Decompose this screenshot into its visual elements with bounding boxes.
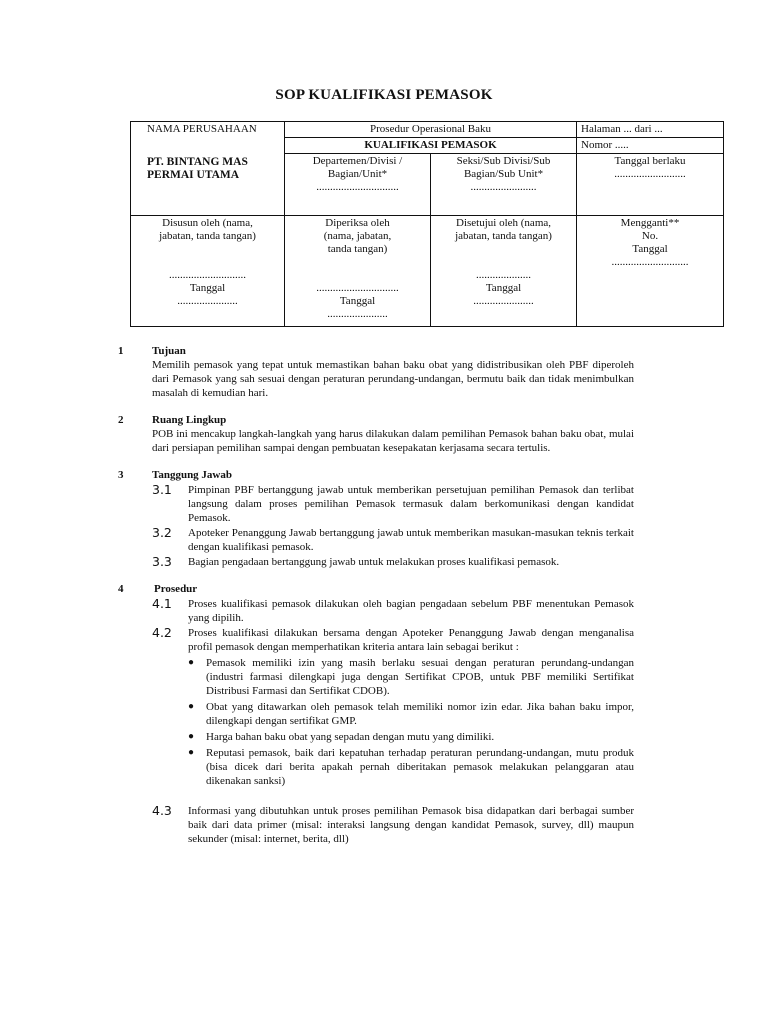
section-prosedur	[118, 582, 634, 846]
list-item: ● Reputasi pemasok, baik dari kepatuhan terhadap peraturan perundang-undangan, mutu produk (bisa dicek dari berita apakah pernah diberitakan pemasok melakukan pelanggaran atau dikenakan sanksi)	[188, 747, 634, 787]
approved-cell	[431, 216, 577, 327]
effective-date-label: Tanggal berlaku	[614, 155, 686, 167]
approved-label: Disetujui oleh (nama, jabatan, tanda tangan)	[455, 217, 552, 242]
subsection-number: 4.2	[152, 625, 172, 640]
subsection-3-3	[152, 555, 634, 569]
section-number: 1	[118, 345, 124, 357]
subsection-3-1	[152, 483, 634, 525]
section-number: 4	[118, 583, 124, 595]
department-cell	[285, 154, 431, 216]
company-label: NAMA PERUSAHAAN	[147, 123, 257, 135]
approved-date-label: Tanggal	[485, 282, 522, 294]
subsection-text: Bagian pengadaan bertanggung jawab untuk melakukan proses kualifikasi pemasok.	[188, 556, 560, 568]
replaces-date-label: Tanggal	[632, 243, 668, 255]
subsection-number: 3.1	[152, 482, 172, 497]
subsection-number: 3.2	[152, 525, 172, 540]
subsection-number: 3.3	[152, 554, 172, 569]
bullet-icon: ●	[188, 701, 195, 712]
department-dots: ..............................	[316, 181, 399, 193]
approved-dots: ....................	[476, 269, 531, 281]
section-number: 2	[118, 414, 124, 426]
company-name: PT. BINTANG MAS PERMAI UTAMA	[147, 156, 248, 181]
list-item: ● Obat yang ditawarkan oleh pemasok telah memiliki nomor izin edar. Jika bahan baku impor, dilengkapi dengan sertifikat GMP.	[188, 701, 634, 727]
section-title: Tanggung Jawab	[152, 469, 232, 481]
section-title: Prosedur	[154, 583, 198, 595]
checked-date-dots: ......................	[327, 308, 388, 320]
section-text: Memilih pemasok yang tepat untuk memastikan bahan baku obat yang didistribusikan oleh PBF diperoleh dari Pemasok yang sah sesuai dengan peraturan perundang-undangan, bermutu baik dan tidak menimbulkan masalah di kemudian hari.	[152, 359, 634, 399]
section-title: Ruang Lingkup	[152, 414, 227, 426]
department-label: Departemen/Divisi / Bagian/Unit*	[312, 155, 403, 180]
subsection-text: Proses kualifikasi dilakukan bersama dengan Apoteker Penanggung Jawab dengan menganalisa profil pemasok dengan memperhatikan kriteria antara lain sebagai berikut :	[188, 627, 634, 653]
replaces-dots: ............................	[611, 256, 689, 268]
approved-date-dots: ......................	[473, 295, 534, 307]
subsection-3-2	[152, 526, 634, 554]
subsection-text: Proses kualifikasi pemasok dilakukan oleh bagian pengadaan sebelum PBF menentukan Pemasok yang dipilih.	[188, 598, 634, 624]
number-label: Nomor .....	[577, 138, 724, 154]
bullet-icon: ●	[188, 731, 195, 742]
page-label: Halaman ... dari ...	[577, 122, 724, 138]
sop-header-table	[130, 121, 724, 327]
subsection-text: Apoteker Penanggung Jawab bertanggung jawab untuk memberikan masukan-masukan teknis terkait dengan kualifikasi pemasok.	[188, 527, 634, 553]
subsection-4-1	[152, 597, 634, 625]
effective-date-cell	[577, 154, 724, 216]
list-item: ● Pemasok memiliki izin yang masih berlaku sesuai dengan peraturan perundang-undangan (industri farmasi dilengkapi juga dengan Sertifikat CPOB, untuk PBF memiliki Sertifikat Distribusi Farmasi dan Sertifikat CDOB).	[188, 657, 634, 697]
checked-dots: ..............................	[316, 282, 399, 294]
section-text: POB ini mencakup langkah-langkah yang harus dilakukan dalam pemilihan Pemasok bahan baku obat, mulai dari persiapan pemilihan sampai dengan pembuatan kesepakatan kerjasama secara tertulis.	[152, 428, 634, 454]
prepared-label: Disusun oleh (nama, jabatan, tanda tangan)	[159, 217, 256, 242]
replaces-label: Mengganti**	[620, 217, 680, 229]
bullet-icon: ●	[188, 747, 195, 758]
checked-label: Diperiksa oleh (nama, jabatan, tanda tangan)	[323, 217, 392, 255]
effective-date-dots: ..........................	[614, 168, 686, 180]
criteria-list	[188, 656, 634, 788]
checked-date-label: Tanggal	[339, 295, 376, 307]
section-title: Tujuan	[152, 345, 186, 357]
page-title: SOP KUALIFIKASI PEMASOK	[275, 87, 493, 103]
procedure-title: KUALIFIKASI PEMASOK	[285, 138, 577, 154]
replaces-cell	[577, 216, 724, 327]
section-cell	[431, 154, 577, 216]
section-ruang-lingkup	[118, 413, 634, 455]
prepared-cell	[131, 216, 285, 327]
subsection-text: Informasi yang dibutuhkan untuk proses pemilihan Pemasok bisa didapatkan dari berbagai sumber baik dari data primer (misal: interaksi langsung dengan kandidat Pemasok, survey, dll) maupun sekunder (misal: internet, berita, dll)	[188, 805, 634, 845]
procedure-label: Prosedur Operasional Baku	[285, 122, 577, 138]
document-body	[118, 344, 634, 859]
section-label: Seksi/Sub Divisi/Sub Bagian/Sub Unit*	[456, 155, 551, 180]
company-cell	[131, 122, 285, 216]
list-item: ● Harga bahan baku obat yang sepadan dengan mutu yang dimiliki.	[188, 731, 495, 743]
section-dots: ........................	[470, 181, 537, 193]
subsection-number: 4.3	[152, 803, 172, 818]
subsection-number: 4.1	[152, 596, 172, 611]
section-tujuan	[118, 344, 634, 400]
section-tanggung-jawab	[118, 468, 634, 569]
section-number: 3	[118, 469, 124, 481]
replaces-no-label: No.	[641, 230, 659, 242]
subsection-4-3	[152, 804, 634, 846]
prepared-date-dots: ......................	[177, 295, 238, 307]
prepared-date-label: Tanggal	[189, 282, 226, 294]
checked-cell	[285, 216, 431, 327]
bullet-icon: ●	[188, 657, 195, 668]
prepared-dots: ............................	[169, 269, 246, 281]
subsection-4-2	[152, 626, 634, 790]
subsection-text: Pimpinan PBF bertanggung jawab untuk memberikan persetujuan pemilihan Pemasok dan terlibat langsung dalam proses pemilihan Pemasok termasuk dalam berkomunikasi dengan kandidat Pemasok.	[188, 484, 634, 524]
